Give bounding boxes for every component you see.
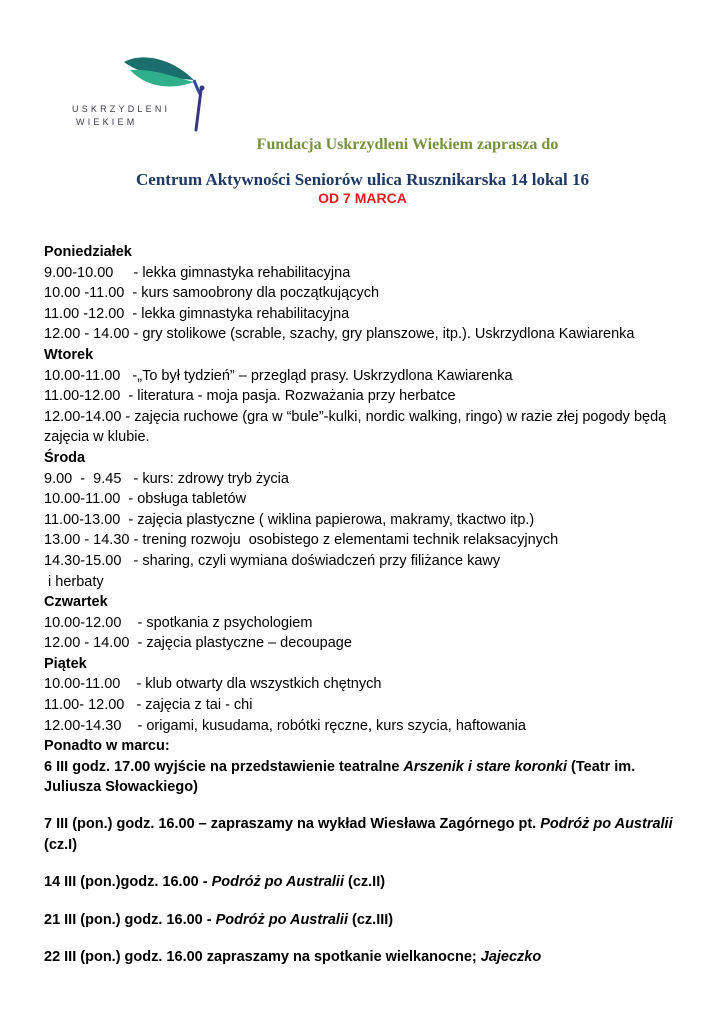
- schedule-item: 11.00-12.00 - literatura - moja pasja. Rozważania przy herbatce: [44, 388, 456, 405]
- foundation-logo: [72, 50, 212, 135]
- day-heading-wednesday: Środa: [44, 449, 86, 466]
- schedule-item: 10.00-11.00 - obsługa tabletów: [44, 491, 247, 508]
- event-text: (cz.III): [348, 911, 394, 928]
- event-text: (cz.I): [44, 836, 78, 853]
- schedule-item: 11.00- 12.00 - zajęcia z tai - chi: [44, 697, 253, 714]
- event-title: Arszenik i stare koronki: [403, 758, 568, 775]
- schedule-item: 10.00-11.00 - klub otwarty dla wszystkich chętnych: [44, 676, 382, 693]
- invitation-heading: Fundacja Uskrzydleni Wiekiem zaprasza do: [256, 136, 559, 153]
- event-title: Podróż po Australii: [211, 874, 344, 891]
- schedule-item: 12.00 - 14.00 - gry stolikowe (scrable, szachy, gry planszowe, itp.). Uskrzydlona Kawiarenka: [44, 326, 635, 343]
- event-text: (Teatr im. Juliusza Słowackiego): [44, 758, 636, 796]
- day-heading-friday: Piątek: [44, 655, 87, 672]
- schedule-item: 11.00 -12.00 - lekka gimnastyka rehabilitacyjna: [44, 305, 350, 322]
- event-item: [44, 757, 684, 798]
- day-heading-tuesday: Wtorek: [44, 346, 94, 363]
- day-heading-thursday: Czwartek: [44, 594, 108, 611]
- event-title: Jajeczko: [480, 949, 542, 966]
- logo-text-line1: USKRZYDLENI: [72, 104, 171, 114]
- march-heading: Ponadto w marcu:: [44, 738, 170, 755]
- schedule-item: 13.00 - 14.30 - trening rozwoju osobistego z elementami technik relaksacyjnych: [44, 532, 559, 549]
- event-item: [44, 947, 684, 968]
- schedule-item: 12.00 - 14.00 - zajęcia plastyczne – decoupage: [44, 635, 352, 652]
- schedule-item: 14.30-15.00 - sharing, czyli wymiana doświadczeń przy filiżance kawy: [44, 552, 501, 569]
- schedule-item: 12.00-14.30 - origami, kusudama, robótki ręczne, kurs szycia, haftowania: [44, 717, 526, 734]
- schedule-item: 10.00-11.00 -„To był tydzień” – przegląd prasy. Uskrzydlona Kawiarenka: [44, 367, 513, 384]
- schedule-item: 12.00-14.00 - zajęcia ruchowe (gra w “bule”-kulki, nordic walking, ringo) w razie złej pogody będą zajęcia w klubie.: [44, 408, 667, 446]
- event-item: [44, 814, 684, 855]
- schedule-item: 9.00 - 9.45 - kurs: zdrowy tryb życia: [44, 470, 289, 487]
- schedule-item: 9.00-10.00 - lekka gimnastyka rehabilitacyjna: [44, 264, 351, 281]
- event-title: Podróż po Australii: [540, 816, 673, 833]
- event-text: 7 III (pon.) godz. 16.00 – zapraszamy na wykład Wiesława Zagórnego pt.: [44, 816, 541, 833]
- start-date: OD 7 MARCA: [318, 190, 407, 206]
- logo-text-line2: WIEKIEM: [76, 117, 138, 127]
- schedule-item: 11.00-13.00 - zajęcia plastyczne ( wiklina papierowa, makramy, tkactwo itp.): [44, 511, 535, 528]
- event-item: [44, 872, 684, 893]
- schedule-item: i herbaty: [44, 573, 104, 590]
- venue-heading: Centrum Aktywności Seniorów ulica Rusznikarska 14 lokal 16: [136, 170, 589, 189]
- event-title: Podróż po Australii: [215, 911, 348, 928]
- schedule-content: [44, 242, 684, 968]
- schedule-item: 10.00 -11.00 - kurs samoobrony dla początkujących: [44, 285, 380, 302]
- schedule-item: 10.00-12.00 - spotkania z psychologiem: [44, 614, 313, 631]
- event-text: 22 III (pon.) godz. 16.00 zapraszamy na spotkanie wielkanocne;: [44, 949, 481, 966]
- event-text: 21 III (pon.) godz. 16.00 -: [44, 911, 216, 928]
- event-item: [44, 910, 684, 931]
- event-text: 14 III (pon.)godz. 16.00 -: [44, 874, 212, 891]
- event-text: 6 III godz. 17.00 wyjście na przedstawienie teatralne: [44, 758, 404, 775]
- event-text: (cz.II): [343, 874, 386, 891]
- day-heading-monday: Poniedziałek: [44, 244, 132, 260]
